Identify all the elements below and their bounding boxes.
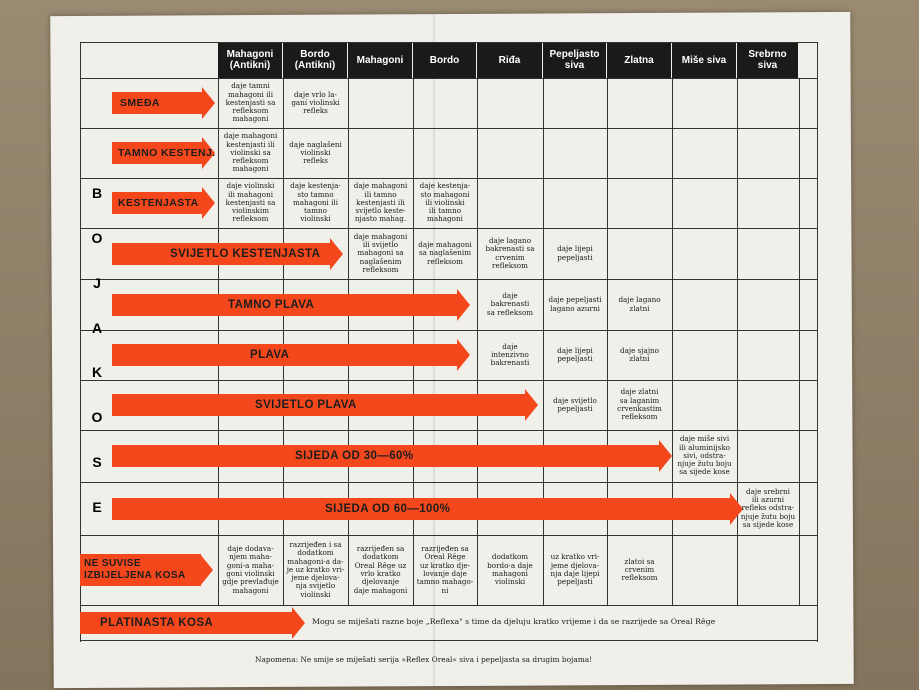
cell-r8-c8: daje miše sivi ili aluminijsko sivi, odstra- njuje žutu boju sa sijede kose [677, 434, 732, 477]
cell-r6-c6: daje lijepi pepeljasti [557, 345, 593, 363]
header-6: Pepeljasto siva [543, 42, 606, 78]
cell-r10-c5: dodatkom bordo-a daje mahagoni violinski [487, 552, 533, 587]
header-4: Bordo [413, 42, 476, 78]
header-7: Zlatna [607, 42, 671, 78]
arrow-head [200, 554, 213, 586]
arrow-head [330, 238, 343, 270]
header-3: Mahagoni [348, 42, 412, 78]
header-9: Srebrno siva [737, 42, 798, 78]
footnote: Napomena: Ne smije se miješati serija »Reflex Oreal« siva i pepeljasta sa drugim bojama! [255, 655, 593, 664]
header-2: Bordo (Antikni) [283, 42, 347, 78]
platinasta-note: Mogu se miješati razne boje „Reflexa" s time da djeluju kratko vrijeme i da se razrijede sa Oreal Rêge [312, 617, 716, 627]
arrow-head [202, 87, 215, 119]
header-1: Mahagoni (Antikni) [218, 42, 282, 78]
grid-hline [80, 482, 817, 483]
cell-r3-c2: daje kestenja- sto tamno mahagoni ili tamno violinski [290, 181, 341, 224]
grid-hline [80, 605, 817, 606]
cell-r5-c7: daje lagano zlatni [618, 295, 661, 313]
cell-r7-c7: daje zlatni sa laganim crvenkastim refleksom [617, 387, 662, 422]
cell-r10-c3: razrijeđen sa dodatkom Oreal Rêge uz vrlo kratko djelovanje daje mahagoni [353, 544, 408, 595]
cell-r3-c3: daje mahagoni ili tamno kestenjasti ili svijetlo keste- njasto mahag. [353, 181, 408, 224]
arrow-head [525, 389, 538, 421]
cell-r4-c3: daje mahagoni ili svijetlo mahagoni sa naglašenim refleksom [353, 231, 408, 274]
arrow-6 [112, 344, 470, 366]
row-label: TAMNO KESTENJ. [118, 147, 216, 159]
cell-r10-c2: razrijeđen i sa dodatkom mahagoni-a da- je uz kratko vri- jeme djelova- nja svijetlo violinski [286, 539, 345, 599]
header-8: Miše siva [672, 42, 736, 78]
grid-right-border [817, 42, 818, 642]
row-label: SIJEDA OD 30—60% [295, 450, 414, 462]
grid-left-border [80, 42, 81, 642]
row-label: TAMNO PLAVA [228, 298, 315, 311]
grid-hline [80, 128, 817, 129]
grid-hline [80, 279, 817, 280]
arrow-head [292, 607, 305, 639]
header-5: Riđa [477, 42, 542, 78]
arrow-5 [112, 294, 470, 316]
row-label: SVIJETLO PLAVA [255, 399, 357, 411]
cell-r1-c1: daje tamni mahagoni ili kestenjasti sa refleksom mahagoni [225, 81, 276, 124]
arrow-3 [112, 192, 215, 214]
arrow-8 [112, 445, 672, 467]
cell-r6-c5: daje intenzivno bakrenasti [490, 341, 530, 368]
cell-r10-c6: uz kratko vri- jeme djelova- nja daje lijepi pepeljasti [550, 552, 600, 587]
side-letter: E [92, 498, 102, 515]
arrow-9 [112, 498, 743, 520]
cell-r6-c7: daje sjajno zlatni [619, 345, 660, 363]
cell-r5-c6: daje pepeljasti lagano azurni [548, 295, 602, 313]
grid-vline [799, 78, 800, 605]
row-label: KESTENJASTA [118, 197, 199, 209]
arrow-head [457, 339, 470, 371]
grid-hline [80, 330, 817, 331]
side-letter: O [91, 409, 103, 426]
grid-hline [80, 78, 817, 79]
cell-r10-c1: daje dodava- njem maha- goni-a maha- goni violinski gdje prevlađuje mahagoni [222, 544, 279, 595]
side-letter: A [91, 319, 103, 336]
cell-r4-c6: daje lijepi pepeljasti [557, 244, 593, 262]
cell-r9-c9: daje srebrni ili azurni refleks odstra- njuje žutu boju sa sijede kose [740, 486, 796, 529]
side-letter: J [93, 274, 101, 291]
side-letter: S [92, 454, 102, 471]
row-label: PLAVA [250, 349, 290, 361]
arrow-4 [112, 243, 343, 265]
row-label: SIJEDA OD 60—100% [325, 502, 451, 515]
cell-r2-c1: daje mahagoni kestenjasti ili violinski sa refleksom mahagoni [223, 131, 278, 174]
cell-r10-c7: zlatoi sa crvenim refleksom [621, 556, 658, 583]
grid-vline [672, 78, 673, 605]
row-label: NE SUVISE IZBIJELJENA KOSA [84, 558, 186, 581]
arrow-11 [80, 612, 305, 634]
side-letter: O [91, 229, 103, 246]
cell-r1-c2: daje vrlo la- ganí violinski refleks [291, 89, 340, 116]
arrow-head [202, 187, 215, 219]
arrow-head [659, 440, 672, 472]
cell-r4-c4: daje mahagoni sa naglašenim refleksom [418, 240, 472, 266]
cell-r3-c4: daje kestenja- sto mahagoni ili violinski ili tamno mahagoni [419, 181, 471, 224]
row-label: PLATINASTA KOSA [100, 616, 214, 629]
grid-hline [80, 380, 817, 381]
grid-vline [413, 78, 414, 605]
grid-vline [348, 78, 349, 605]
cell-r5-c5: daje bakrenasti sa refleksom [486, 291, 534, 317]
cell-r4-c5: daje lagano bakrenasti sa crvenim refleksom [485, 235, 535, 270]
grid-top-border [80, 42, 817, 43]
grid-hline [80, 640, 817, 641]
row-label: SVIJETLO KESTENJASTA [170, 247, 321, 260]
arrow-head [457, 289, 470, 321]
cell-r10-c4: razrijeđen sa Oreal Rêge uz kratko dje- lovanje daje tamno mahago- ni [416, 544, 474, 595]
arrow-1 [112, 92, 215, 114]
side-letter: B [91, 185, 103, 201]
cell-r7-c6: daje svijetlo pepeljasti [553, 395, 597, 413]
side-label-boja-kose [90, 185, 104, 515]
arrow-10 [80, 554, 213, 586]
arrow-2 [112, 142, 215, 164]
arrow-7 [112, 394, 538, 416]
row-label: SMEĐA [120, 97, 160, 109]
side-letter: K [91, 364, 103, 381]
cell-r3-c1: daje violinski ili mahagoni kestenjasti sa violinskim refleksom [225, 181, 276, 224]
cell-r2-c2: daje naglašeni violinski refleks [289, 139, 342, 166]
